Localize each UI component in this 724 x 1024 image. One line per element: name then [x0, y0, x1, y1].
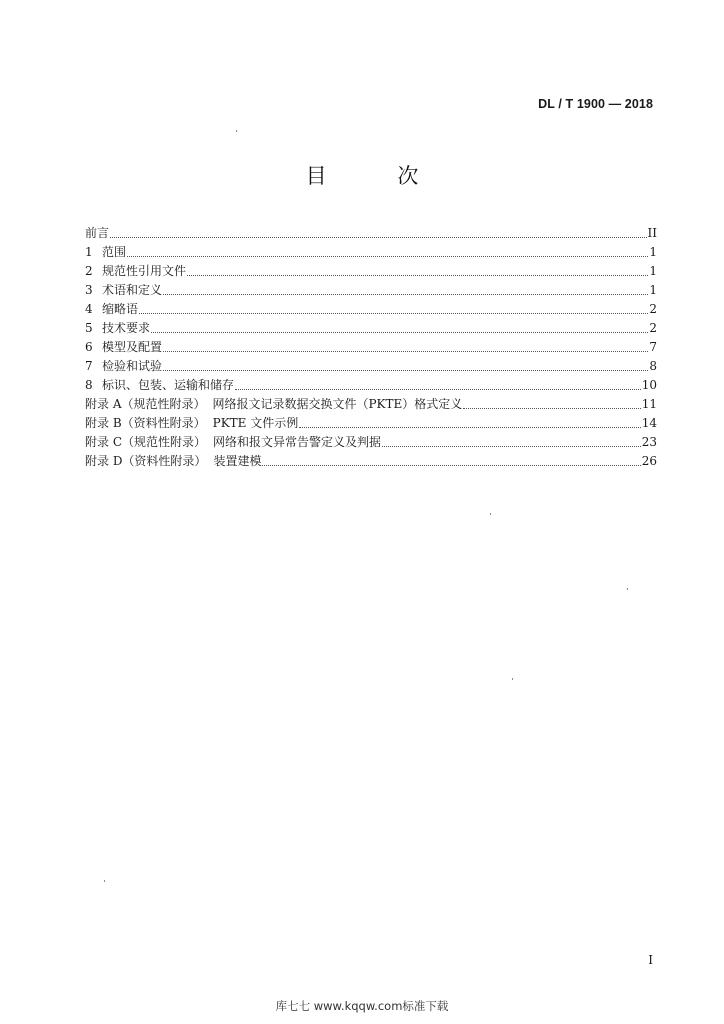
toc-entry-label: 技术要求: [102, 321, 151, 335]
toc-entry-subtitle: PKTE 文件示例: [212, 416, 299, 430]
toc-entry-label: 检验和试验: [102, 359, 163, 373]
toc-dot-leader: [262, 464, 640, 466]
toc-entry-number: 7: [85, 359, 93, 373]
toc-dot-leader: [139, 312, 648, 314]
toc-entry: [85, 298, 657, 317]
toc-entry: [85, 412, 657, 431]
toc-entry-label: 附录 A（规范性附录）: [85, 397, 206, 411]
toc-dot-leader: [235, 388, 641, 390]
toc-entry: [85, 317, 657, 336]
toc-entry-label: 规范性引用文件: [102, 264, 187, 278]
toc-dot-leader: [127, 255, 648, 257]
toc-entry: [85, 241, 657, 260]
toc-entry: [85, 393, 657, 412]
toc-entry-number: 1: [85, 245, 93, 259]
toc-entry-number: 8: [85, 378, 93, 392]
scan-speck: [512, 678, 513, 680]
toc-entry-label: 范围: [102, 245, 127, 259]
toc-dot-leader: [163, 293, 648, 295]
toc-dot-leader: [187, 274, 648, 276]
toc-entry-page: 11: [641, 397, 657, 411]
toc-entry-number: 6: [85, 340, 93, 354]
toc-entry-label: 标识、包装、运输和储存: [102, 378, 235, 392]
toc-entry: [85, 374, 657, 393]
toc-entry-page: 14: [641, 416, 657, 430]
toc-dot-leader: [299, 426, 640, 428]
toc-entry: [85, 336, 657, 355]
toc-title: 目 次: [305, 164, 451, 188]
scan-speck: [236, 130, 237, 132]
toc-entry-subtitle: 装置建模: [213, 454, 262, 468]
toc-entry-label: 附录 C（规范性附录）: [85, 435, 206, 449]
toc-dot-leader: [151, 331, 648, 333]
toc-entry-number: 2: [85, 264, 93, 278]
toc-entry-number: 5: [85, 321, 93, 335]
toc-entry-subtitle: 网络和报文异常告警定义及判据: [213, 435, 382, 449]
toc-entry: [85, 355, 657, 374]
toc-entry: [85, 431, 657, 450]
toc-dot-leader: [463, 407, 640, 409]
toc-entry: [85, 222, 657, 241]
toc-entry-number: 3: [85, 283, 93, 297]
toc-entry-label: 术语和定义: [102, 283, 163, 297]
toc-dot-leader: [110, 236, 647, 238]
toc-entry-label: 附录 D（资料性附录）: [85, 454, 207, 468]
toc-entry-label: 模型及配置: [102, 340, 163, 354]
standard-code: DL / T 1900 — 2018: [538, 97, 653, 111]
footer-watermark: 库七七 www.kqqw.com标准下载: [275, 999, 449, 1013]
toc-dot-leader: [163, 369, 648, 371]
scan-speck: [490, 513, 491, 515]
toc-entry-page: 2: [649, 321, 657, 335]
toc-entry: [85, 279, 657, 298]
toc-entry-page: II: [647, 226, 657, 240]
toc-entry-page: 1: [649, 264, 657, 278]
toc-entry: [85, 260, 657, 279]
toc-entry-label: 缩略语: [102, 302, 139, 316]
toc-entry-label: 前言: [85, 226, 110, 240]
toc-entry-page: 8: [649, 359, 657, 373]
toc-entry-page: 23: [641, 435, 657, 449]
scan-speck: [104, 880, 105, 882]
scan-speck: [627, 588, 628, 590]
toc-entry-label: 附录 B（资料性附录）: [85, 416, 206, 430]
toc-dot-leader: [382, 445, 641, 447]
toc-entry-page: 1: [649, 245, 657, 259]
toc-entry-number: 4: [85, 302, 93, 316]
toc-entry-page: 26: [641, 454, 657, 468]
toc-entry-subtitle: 网络报文记录数据交换文件（PKTE）格式定义: [212, 397, 463, 411]
toc-entry-page: 1: [649, 283, 657, 297]
table-of-contents: [85, 222, 657, 469]
page-number: I: [648, 953, 653, 967]
toc-entry-page: 10: [641, 378, 657, 392]
toc-entry-page: 2: [649, 302, 657, 316]
toc-dot-leader: [163, 350, 648, 352]
toc-entry-page: 7: [649, 340, 657, 354]
toc-entry: [85, 450, 657, 469]
